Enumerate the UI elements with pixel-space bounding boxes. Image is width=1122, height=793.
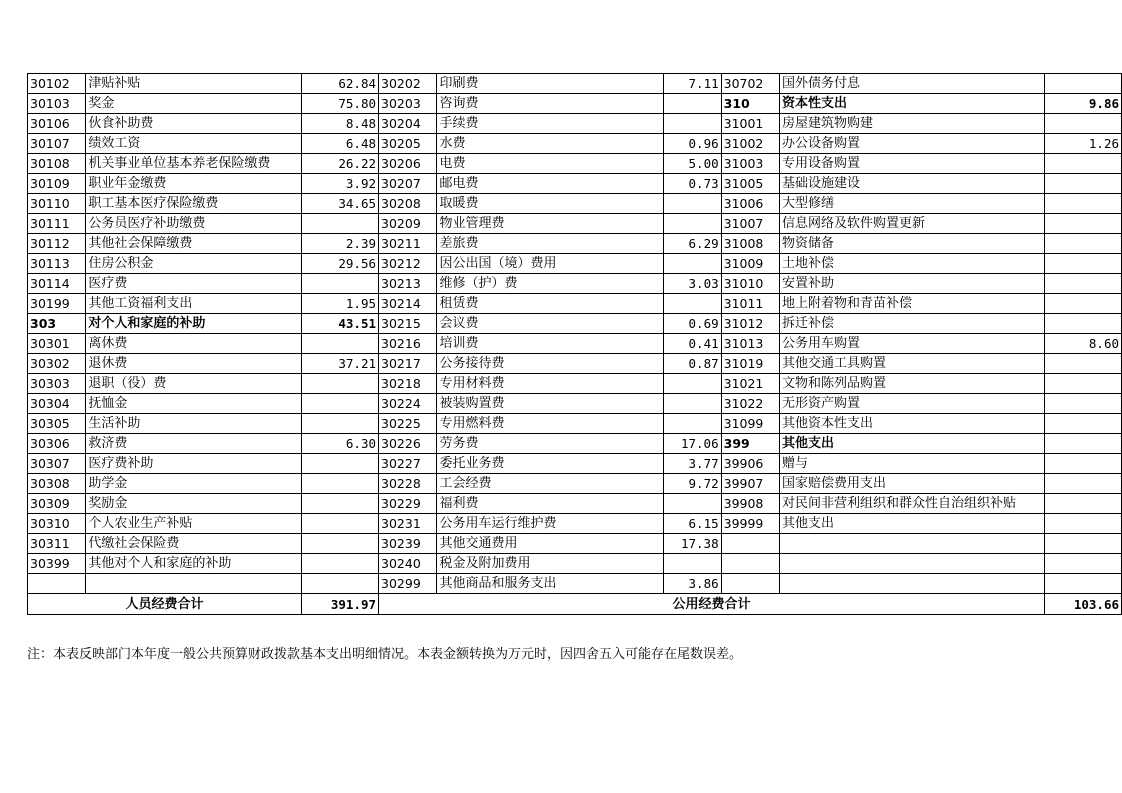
code-cell: 30224 xyxy=(379,394,437,414)
amount-cell xyxy=(302,334,379,354)
code-cell: 30299 xyxy=(379,574,437,594)
code-cell: 31012 xyxy=(721,314,779,334)
table-row xyxy=(28,354,1122,374)
name-cell: 大型修缮 xyxy=(780,194,1045,214)
name-cell: 维修（护）费 xyxy=(437,274,664,294)
amount-cell xyxy=(1045,114,1122,134)
amount-cell xyxy=(1045,234,1122,254)
table-row xyxy=(28,214,1122,234)
amount-cell: 2.39 xyxy=(302,234,379,254)
code-cell: 30106 xyxy=(28,114,86,134)
table-row xyxy=(28,154,1122,174)
table-row xyxy=(28,174,1122,194)
table-row xyxy=(28,274,1122,294)
code-cell: 30217 xyxy=(379,354,437,374)
personnel-total-amount: 391.97 xyxy=(302,594,379,615)
name-cell: 离休费 xyxy=(86,334,302,354)
table-row xyxy=(28,414,1122,434)
code-cell: 30113 xyxy=(28,254,86,274)
name-cell: 其他支出 xyxy=(780,514,1045,534)
amount-cell xyxy=(302,554,379,574)
amount-cell: 75.80 xyxy=(302,94,379,114)
name-cell: 机关事业单位基本养老保险缴费 xyxy=(86,154,302,174)
amount-cell: 17.38 xyxy=(664,534,721,554)
amount-cell xyxy=(1045,554,1122,574)
name-cell: 拆迁补偿 xyxy=(780,314,1045,334)
name-cell: 代缴社会保险费 xyxy=(86,534,302,554)
name-cell: 基础设施建设 xyxy=(780,174,1045,194)
table-row xyxy=(28,574,1122,594)
code-cell: 30303 xyxy=(28,374,86,394)
name-cell: 医疗费 xyxy=(86,274,302,294)
name-cell: 物业管理费 xyxy=(437,214,664,234)
amount-cell: 34.65 xyxy=(302,194,379,214)
code-cell: 30240 xyxy=(379,554,437,574)
code-cell: 31002 xyxy=(721,134,779,154)
code-cell: 39906 xyxy=(721,454,779,474)
budget-sheet xyxy=(27,73,1122,615)
amount-cell xyxy=(664,394,721,414)
amount-cell xyxy=(302,534,379,554)
code-cell: 31099 xyxy=(721,414,779,434)
basic-expenditure-table xyxy=(27,73,1122,615)
amount-cell xyxy=(1045,354,1122,374)
amount-cell: 1.26 xyxy=(1045,134,1122,154)
code-cell: 303 xyxy=(28,314,86,334)
code-cell: 30399 xyxy=(28,554,86,574)
name-cell: 退职（役）费 xyxy=(86,374,302,394)
code-cell: 31019 xyxy=(721,354,779,374)
name-cell: 物资储备 xyxy=(780,234,1045,254)
name-cell: 奖励金 xyxy=(86,494,302,514)
name-cell: 医疗费补助 xyxy=(86,454,302,474)
name-cell: 其他支出 xyxy=(780,434,1045,454)
name-cell: 房屋建筑物购建 xyxy=(780,114,1045,134)
name-cell: 税金及附加费用 xyxy=(437,554,664,574)
name-cell: 公务用车购置 xyxy=(780,334,1045,354)
code-cell: 30227 xyxy=(379,454,437,474)
name-cell: 公务用车运行维护费 xyxy=(437,514,664,534)
name-cell: 水费 xyxy=(437,134,664,154)
table-row xyxy=(28,494,1122,514)
table-row xyxy=(28,254,1122,274)
name-cell: 救济费 xyxy=(86,434,302,454)
totals-row xyxy=(28,594,1122,615)
amount-cell xyxy=(302,474,379,494)
amount-cell xyxy=(302,374,379,394)
code-cell: 30202 xyxy=(379,74,437,94)
amount-cell: 0.69 xyxy=(664,314,721,334)
name-cell: 咨询费 xyxy=(437,94,664,114)
amount-cell xyxy=(1045,174,1122,194)
table-row xyxy=(28,534,1122,554)
code-cell: 30110 xyxy=(28,194,86,214)
code-cell: 31003 xyxy=(721,154,779,174)
name-cell: 个人农业生产补贴 xyxy=(86,514,302,534)
table-footnote: 注：本表反映部门本年度一般公共预算财政拨款基本支出明细情况。本表金额转换为万元时，因四舍五入可能存在尾数误差。 xyxy=(27,647,743,662)
name-cell: 工会经费 xyxy=(437,474,664,494)
name-cell: 手续费 xyxy=(437,114,664,134)
code-cell: 30308 xyxy=(28,474,86,494)
name-cell: 劳务费 xyxy=(437,434,664,454)
code-cell: 30107 xyxy=(28,134,86,154)
amount-cell xyxy=(1045,74,1122,94)
code-cell: 30203 xyxy=(379,94,437,114)
name-cell xyxy=(780,574,1045,594)
name-cell: 邮电费 xyxy=(437,174,664,194)
amount-cell xyxy=(664,114,721,134)
table-row xyxy=(28,74,1122,94)
code-cell: 30225 xyxy=(379,414,437,434)
name-cell: 赠与 xyxy=(780,454,1045,474)
amount-cell xyxy=(1045,574,1122,594)
amount-cell xyxy=(302,494,379,514)
code-cell: 30306 xyxy=(28,434,86,454)
name-cell: 绩效工资 xyxy=(86,134,302,154)
code-cell xyxy=(721,574,779,594)
name-cell: 会议费 xyxy=(437,314,664,334)
code-cell: 30229 xyxy=(379,494,437,514)
code-cell: 39907 xyxy=(721,474,779,494)
amount-cell: 0.87 xyxy=(664,354,721,374)
code-cell: 30231 xyxy=(379,514,437,534)
code-cell: 30307 xyxy=(28,454,86,474)
code-cell: 30310 xyxy=(28,514,86,534)
amount-cell: 3.03 xyxy=(664,274,721,294)
code-cell: 30302 xyxy=(28,354,86,374)
table-row xyxy=(28,134,1122,154)
name-cell: 对民间非营利组织和群众性自治组织补贴 xyxy=(780,494,1045,514)
amount-cell xyxy=(664,554,721,574)
amount-cell xyxy=(302,394,379,414)
name-cell: 津贴补贴 xyxy=(86,74,302,94)
amount-cell: 9.86 xyxy=(1045,94,1122,114)
amount-cell xyxy=(664,494,721,514)
amount-cell xyxy=(302,214,379,234)
name-cell: 专用设备购置 xyxy=(780,154,1045,174)
name-cell: 委托业务费 xyxy=(437,454,664,474)
amount-cell xyxy=(664,94,721,114)
table-row xyxy=(28,334,1122,354)
name-cell: 抚恤金 xyxy=(86,394,302,414)
table-row xyxy=(28,194,1122,214)
name-cell: 其他社会保障缴费 xyxy=(86,234,302,254)
amount-cell: 1.95 xyxy=(302,294,379,314)
name-cell: 职业年金缴费 xyxy=(86,174,302,194)
code-cell xyxy=(721,554,779,574)
amount-cell xyxy=(1045,394,1122,414)
code-cell: 31009 xyxy=(721,254,779,274)
amount-cell: 8.60 xyxy=(1045,334,1122,354)
code-cell: 30213 xyxy=(379,274,437,294)
amount-cell: 0.41 xyxy=(664,334,721,354)
code-cell: 31007 xyxy=(721,214,779,234)
amount-cell: 7.11 xyxy=(664,74,721,94)
name-cell: 办公设备购置 xyxy=(780,134,1045,154)
code-cell: 30212 xyxy=(379,254,437,274)
amount-cell: 3.92 xyxy=(302,174,379,194)
amount-cell: 8.48 xyxy=(302,114,379,134)
name-cell: 公务员医疗补助缴费 xyxy=(86,214,302,234)
code-cell: 30102 xyxy=(28,74,86,94)
code-cell: 31001 xyxy=(721,114,779,134)
name-cell: 土地补偿 xyxy=(780,254,1045,274)
amount-cell: 29.56 xyxy=(302,254,379,274)
code-cell: 30109 xyxy=(28,174,86,194)
amount-cell xyxy=(1045,514,1122,534)
amount-cell xyxy=(1045,274,1122,294)
code-cell: 30239 xyxy=(379,534,437,554)
code-cell: 30103 xyxy=(28,94,86,114)
amount-cell: 6.30 xyxy=(302,434,379,454)
table-row xyxy=(28,514,1122,534)
amount-cell xyxy=(302,454,379,474)
code-cell: 30216 xyxy=(379,334,437,354)
amount-cell: 17.06 xyxy=(664,434,721,454)
amount-cell xyxy=(1045,494,1122,514)
amount-cell: 3.86 xyxy=(664,574,721,594)
code-cell: 30209 xyxy=(379,214,437,234)
code-cell: 30204 xyxy=(379,114,437,134)
name-cell: 专用材料费 xyxy=(437,374,664,394)
amount-cell xyxy=(664,254,721,274)
amount-cell: 0.73 xyxy=(664,174,721,194)
code-cell: 30205 xyxy=(379,134,437,154)
amount-cell: 9.72 xyxy=(664,474,721,494)
amount-cell: 3.77 xyxy=(664,454,721,474)
name-cell: 其他对个人和家庭的补助 xyxy=(86,554,302,574)
amount-cell: 5.00 xyxy=(664,154,721,174)
public-total-amount: 103.66 xyxy=(1045,594,1122,615)
amount-cell xyxy=(1045,314,1122,334)
code-cell: 30207 xyxy=(379,174,437,194)
amount-cell: 0.96 xyxy=(664,134,721,154)
amount-cell xyxy=(664,214,721,234)
amount-cell: 6.29 xyxy=(664,234,721,254)
table-row xyxy=(28,394,1122,414)
table-row xyxy=(28,374,1122,394)
name-cell: 福利费 xyxy=(437,494,664,514)
code-cell: 30305 xyxy=(28,414,86,434)
code-cell: 30206 xyxy=(379,154,437,174)
amount-cell xyxy=(1045,374,1122,394)
amount-cell xyxy=(664,374,721,394)
amount-cell: 6.48 xyxy=(302,134,379,154)
name-cell: 专用燃料费 xyxy=(437,414,664,434)
name-cell xyxy=(86,574,302,594)
code-cell: 30111 xyxy=(28,214,86,234)
name-cell: 取暖费 xyxy=(437,194,664,214)
name-cell xyxy=(780,554,1045,574)
name-cell: 资本性支出 xyxy=(780,94,1045,114)
amount-cell xyxy=(1045,154,1122,174)
code-cell: 30226 xyxy=(379,434,437,454)
name-cell: 助学金 xyxy=(86,474,302,494)
code-cell xyxy=(28,574,86,594)
code-cell: 30114 xyxy=(28,274,86,294)
amount-cell: 37.21 xyxy=(302,354,379,374)
code-cell: 310 xyxy=(721,94,779,114)
amount-cell: 26.22 xyxy=(302,154,379,174)
public-total-label: 公用经费合计 xyxy=(379,594,1045,615)
code-cell: 30309 xyxy=(28,494,86,514)
code-cell: 30108 xyxy=(28,154,86,174)
amount-cell xyxy=(1045,294,1122,314)
code-cell: 30215 xyxy=(379,314,437,334)
code-cell: 30214 xyxy=(379,294,437,314)
table-row xyxy=(28,234,1122,254)
name-cell: 其他交通费用 xyxy=(437,534,664,554)
amount-cell xyxy=(664,414,721,434)
name-cell: 租赁费 xyxy=(437,294,664,314)
name-cell: 其他商品和服务支出 xyxy=(437,574,664,594)
code-cell: 31013 xyxy=(721,334,779,354)
table-row xyxy=(28,434,1122,454)
name-cell: 其他交通工具购置 xyxy=(780,354,1045,374)
amount-cell xyxy=(1045,434,1122,454)
code-cell: 31011 xyxy=(721,294,779,314)
code-cell: 30311 xyxy=(28,534,86,554)
name-cell: 信息网络及软件购置更新 xyxy=(780,214,1045,234)
amount-cell xyxy=(1045,414,1122,434)
code-cell: 30211 xyxy=(379,234,437,254)
name-cell: 伙食补助费 xyxy=(86,114,302,134)
amount-cell xyxy=(1045,194,1122,214)
amount-cell xyxy=(302,514,379,534)
name-cell: 电费 xyxy=(437,154,664,174)
name-cell: 安置补助 xyxy=(780,274,1045,294)
name-cell: 文物和陈列品购置 xyxy=(780,374,1045,394)
amount-cell xyxy=(1045,534,1122,554)
name-cell: 生活补助 xyxy=(86,414,302,434)
code-cell: 31008 xyxy=(721,234,779,254)
table-body xyxy=(28,74,1122,594)
code-cell: 31010 xyxy=(721,274,779,294)
amount-cell: 62.84 xyxy=(302,74,379,94)
code-cell: 30208 xyxy=(379,194,437,214)
personnel-total-label: 人员经费合计 xyxy=(28,594,302,615)
name-cell: 因公出国（境）费用 xyxy=(437,254,664,274)
amount-cell xyxy=(1045,214,1122,234)
code-cell: 39999 xyxy=(721,514,779,534)
code-cell: 30218 xyxy=(379,374,437,394)
name-cell: 培训费 xyxy=(437,334,664,354)
name-cell: 差旅费 xyxy=(437,234,664,254)
table-row xyxy=(28,474,1122,494)
name-cell: 地上附着物和青苗补偿 xyxy=(780,294,1045,314)
amount-cell xyxy=(1045,254,1122,274)
table-footer xyxy=(28,594,1122,615)
amount-cell xyxy=(664,194,721,214)
code-cell: 30199 xyxy=(28,294,86,314)
name-cell: 无形资产购置 xyxy=(780,394,1045,414)
table-row xyxy=(28,294,1122,314)
code-cell: 30301 xyxy=(28,334,86,354)
code-cell: 31006 xyxy=(721,194,779,214)
name-cell: 印刷费 xyxy=(437,74,664,94)
amount-cell xyxy=(302,414,379,434)
name-cell: 其他工资福利支出 xyxy=(86,294,302,314)
code-cell: 30112 xyxy=(28,234,86,254)
name-cell: 对个人和家庭的补助 xyxy=(86,314,302,334)
table-row xyxy=(28,114,1122,134)
amount-cell xyxy=(1045,474,1122,494)
table-row xyxy=(28,454,1122,474)
code-cell: 30304 xyxy=(28,394,86,414)
code-cell: 30702 xyxy=(721,74,779,94)
amount-cell xyxy=(302,574,379,594)
name-cell: 国家赔偿费用支出 xyxy=(780,474,1045,494)
code-cell xyxy=(721,534,779,554)
amount-cell xyxy=(302,274,379,294)
table-row xyxy=(28,554,1122,574)
code-cell: 30228 xyxy=(379,474,437,494)
name-cell: 公务接待费 xyxy=(437,354,664,374)
name-cell: 奖金 xyxy=(86,94,302,114)
amount-cell xyxy=(1045,454,1122,474)
code-cell: 31022 xyxy=(721,394,779,414)
amount-cell xyxy=(664,294,721,314)
name-cell: 职工基本医疗保险缴费 xyxy=(86,194,302,214)
name-cell: 退休费 xyxy=(86,354,302,374)
name-cell: 其他资本性支出 xyxy=(780,414,1045,434)
amount-cell: 43.51 xyxy=(302,314,379,334)
code-cell: 39908 xyxy=(721,494,779,514)
table-row xyxy=(28,314,1122,334)
code-cell: 31021 xyxy=(721,374,779,394)
name-cell: 住房公积金 xyxy=(86,254,302,274)
code-cell: 31005 xyxy=(721,174,779,194)
table-row xyxy=(28,94,1122,114)
amount-cell: 6.15 xyxy=(664,514,721,534)
name-cell: 国外债务付息 xyxy=(780,74,1045,94)
name-cell xyxy=(780,534,1045,554)
name-cell: 被装购置费 xyxy=(437,394,664,414)
code-cell: 399 xyxy=(721,434,779,454)
